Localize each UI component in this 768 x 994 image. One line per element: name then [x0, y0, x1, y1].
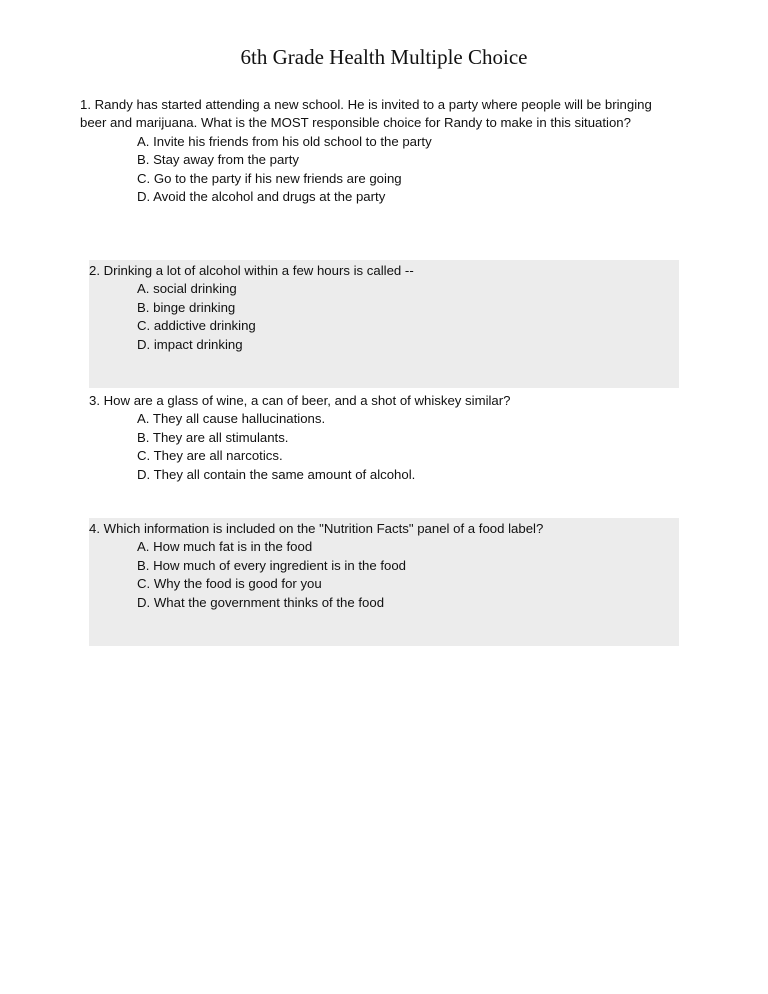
answer-option-b[interactable]: B. Stay away from the party [137, 152, 299, 168]
answer-options [89, 280, 679, 354]
answer-option-a[interactable]: A. social drinking [137, 281, 237, 297]
answer-option-c[interactable]: C. addictive drinking [137, 318, 256, 334]
question-4 [89, 518, 679, 646]
answer-option-d[interactable]: D. What the government thinks of the food [137, 594, 385, 610]
question-text: 3. How are a glass of wine, a can of beer, and a shot of whiskey similar? [89, 393, 511, 408]
question-3 [89, 390, 679, 500]
answer-option-a[interactable]: A. Invite his friends from his old school to the party [137, 133, 432, 149]
question-text: 2. Drinking a lot of alcohol within a few hours is called -- [89, 263, 414, 278]
answer-option-a[interactable]: A. They all cause hallucinations. [137, 411, 326, 427]
answer-options [89, 538, 679, 612]
question-2 [89, 260, 679, 388]
answer-options [80, 133, 680, 207]
question-text: 1. Randy has started attending a new school. He is invited to a party where people will be bringing beer and marijuana. What is the MOST responsible choice for Randy to make in this situation? [80, 97, 652, 131]
answer-options [89, 410, 679, 484]
question-1 [80, 94, 680, 224]
answer-option-d[interactable]: D. They all contain the same amount of alcohol. [137, 466, 416, 482]
answer-option-b[interactable]: B. binge drinking [137, 299, 236, 315]
question-text: 4. Which information is included on the "Nutrition Facts" panel of a food label? [89, 521, 544, 536]
answer-option-d[interactable]: D. impact drinking [137, 336, 243, 352]
page-title: 6th Grade Health Multiple Choice [240, 45, 528, 69]
answer-option-c[interactable]: C. They are all narcotics. [137, 448, 283, 464]
answer-option-d[interactable]: D. Avoid the alcohol and drugs at the party [137, 189, 386, 205]
answer-option-b[interactable]: B. How much of every ingredient is in the food [137, 557, 407, 573]
answer-option-c[interactable]: C. Why the food is good for you [137, 576, 322, 592]
answer-option-b[interactable]: B. They are all stimulants. [137, 429, 289, 445]
answer-option-a[interactable]: A. How much fat is in the food [137, 539, 313, 555]
answer-option-c[interactable]: C. Go to the party if his new friends are going [137, 170, 402, 186]
